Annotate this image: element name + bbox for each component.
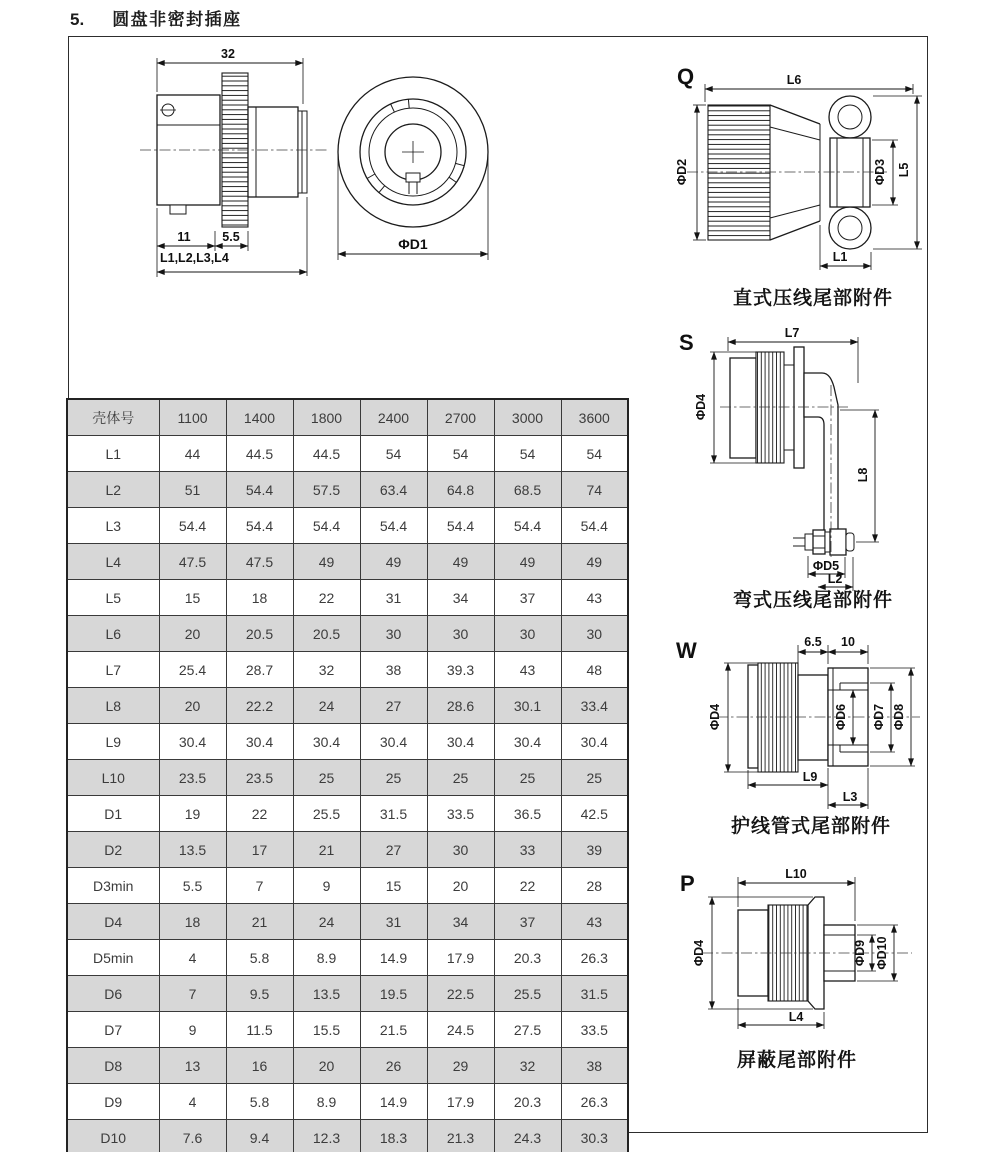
accessory-s-drawing	[672, 325, 927, 593]
table-cell: 33	[494, 832, 561, 868]
table-cell: 8.9	[293, 940, 360, 976]
dim-l1-label: L1	[832, 250, 848, 264]
table-row	[67, 1084, 628, 1120]
table-cell: 26	[360, 1048, 427, 1084]
row-label-cell: D10	[67, 1120, 159, 1152]
dim-d8-label: ΦD8	[892, 703, 906, 731]
table-cell: 24.3	[494, 1120, 561, 1152]
table-cell: 16	[226, 1048, 293, 1084]
table-header-cell: 2400	[360, 399, 427, 436]
table-cell: 11.5	[226, 1012, 293, 1048]
dim-l5-label: L5	[897, 162, 911, 178]
dim-d9-label: ΦD9	[853, 939, 867, 967]
table-cell: 20.3	[494, 1084, 561, 1120]
table-cell: 9	[293, 868, 360, 904]
table-cell: 29	[427, 1048, 494, 1084]
table-cell: 22	[494, 868, 561, 904]
table-cell: 49	[427, 544, 494, 580]
row-label-cell: D8	[67, 1048, 159, 1084]
table-cell: 43	[561, 580, 628, 616]
table-cell: 30.4	[360, 724, 427, 760]
table-cell: 22	[293, 580, 360, 616]
table-cell: 30.4	[427, 724, 494, 760]
table-cell: 54.4	[226, 472, 293, 508]
table-row	[67, 760, 628, 796]
side-view-drawing	[140, 45, 335, 280]
table-cell: 30	[427, 616, 494, 652]
table-cell: 5.5	[159, 868, 226, 904]
table-cell: 24.5	[427, 1012, 494, 1048]
table-cell: 44.5	[293, 436, 360, 472]
table-cell: 54	[494, 436, 561, 472]
table-cell: 30.4	[494, 724, 561, 760]
table-header-cell: 壳体号	[67, 399, 159, 436]
table-cell: 32	[293, 652, 360, 688]
table-cell: 54.4	[226, 508, 293, 544]
dim-d3-label: ΦD3	[873, 158, 887, 186]
table-cell: 20.5	[226, 616, 293, 652]
table-cell: 17.9	[427, 940, 494, 976]
dim-l4-label: L4	[788, 1010, 804, 1024]
table-cell: 26.3	[561, 940, 628, 976]
table-cell: 21.5	[360, 1012, 427, 1048]
dim-d4-w-label: ΦD4	[708, 703, 722, 731]
row-label-cell: L7	[67, 652, 159, 688]
table-cell: 31	[360, 904, 427, 940]
dim-l6-label: L6	[786, 73, 802, 87]
table-cell: 49	[360, 544, 427, 580]
table-cell: 48	[561, 652, 628, 688]
table-header-cell: 1800	[293, 399, 360, 436]
table-cell: 25	[561, 760, 628, 796]
table-body	[67, 436, 628, 1152]
table-cell: 39	[561, 832, 628, 868]
table-cell: 21	[226, 904, 293, 940]
table-header-cell: 3600	[561, 399, 628, 436]
table-cell: 25.5	[293, 796, 360, 832]
table-header-row	[67, 399, 628, 436]
section-letter-p: P	[680, 871, 695, 896]
table-cell: 28.6	[427, 688, 494, 724]
table-row	[67, 1012, 628, 1048]
table-cell: 21.3	[427, 1120, 494, 1152]
table-header-cell: 1400	[226, 399, 293, 436]
table-cell: 44.5	[226, 436, 293, 472]
table-cell: 30.3	[561, 1120, 628, 1152]
table-cell: 37	[494, 904, 561, 940]
table-cell: 49	[293, 544, 360, 580]
dim-l2-label: L2	[827, 572, 843, 586]
row-label-cell: L5	[67, 580, 159, 616]
table-cell: 7.6	[159, 1120, 226, 1152]
row-label-cell: D5min	[67, 940, 159, 976]
table-cell: 30.4	[293, 724, 360, 760]
table-cell: 25	[494, 760, 561, 796]
table-cell: 64.8	[427, 472, 494, 508]
table-cell: 30	[561, 616, 628, 652]
row-label-cell: L1	[67, 436, 159, 472]
row-label-cell: L10	[67, 760, 159, 796]
table-cell: 14.9	[360, 940, 427, 976]
table-row	[67, 796, 628, 832]
table-cell: 15.5	[293, 1012, 360, 1048]
table-header-cell: 1100	[159, 399, 226, 436]
table-cell: 34	[427, 580, 494, 616]
table-cell: 26.3	[561, 1084, 628, 1120]
table-cell: 14.9	[360, 1084, 427, 1120]
table-row	[67, 508, 628, 544]
dim-l10-label: L10	[785, 867, 807, 881]
table-cell: 38	[561, 1048, 628, 1084]
table-cell: 27.5	[494, 1012, 561, 1048]
table-cell: 42.5	[561, 796, 628, 832]
row-label-cell: D4	[67, 904, 159, 940]
table-cell: 5.8	[226, 940, 293, 976]
dim-d4-label: ΦD4	[694, 393, 708, 421]
table-cell: 7	[226, 868, 293, 904]
table-cell: 37	[494, 580, 561, 616]
caption-straight-tail: 直式压线尾部附件	[733, 288, 894, 309]
table-cell: 21	[293, 832, 360, 868]
row-label-cell: D9	[67, 1084, 159, 1120]
row-label-cell: D6	[67, 976, 159, 1012]
table-cell: 28.7	[226, 652, 293, 688]
table-row	[67, 724, 628, 760]
dim-knurl-label: 5.5	[222, 230, 240, 244]
table-cell: 30	[494, 616, 561, 652]
dim-l7-label: L7	[784, 326, 800, 340]
table-row	[67, 940, 628, 976]
table-cell: 43	[494, 652, 561, 688]
dim-l9-label: L9	[802, 770, 818, 784]
table-cell: 30	[427, 832, 494, 868]
table-row	[67, 580, 628, 616]
section-number: 5.	[70, 10, 85, 29]
table-cell: 30.1	[494, 688, 561, 724]
table-cell: 30	[360, 616, 427, 652]
dim-d2-label: ΦD2	[675, 158, 689, 186]
table-cell: 54.4	[360, 508, 427, 544]
dim-d10-label: ΦD10	[875, 936, 889, 970]
caption-conduit-tail: 护线管式尾部附件	[731, 816, 892, 837]
table-cell: 54	[561, 436, 628, 472]
table-cell: 54.4	[494, 508, 561, 544]
table-row	[67, 688, 628, 724]
table-row	[67, 652, 628, 688]
table-cell: 25	[427, 760, 494, 796]
table-cell: 20.5	[293, 616, 360, 652]
table-cell: 22	[226, 796, 293, 832]
table-cell: 57.5	[293, 472, 360, 508]
table-cell: 31.5	[561, 976, 628, 1012]
row-label-cell: L9	[67, 724, 159, 760]
table-cell: 54	[427, 436, 494, 472]
dim-total-label: 32	[221, 47, 235, 61]
table-cell: 68.5	[494, 472, 561, 508]
table-cell: 51	[159, 472, 226, 508]
table-cell: 25	[360, 760, 427, 796]
table-cell: 18	[159, 904, 226, 940]
dim-l3-label: L3	[842, 790, 858, 804]
table-cell: 20	[293, 1048, 360, 1084]
table-cell: 19	[159, 796, 226, 832]
table-cell: 30.4	[226, 724, 293, 760]
table-row	[67, 868, 628, 904]
table-cell: 13.5	[293, 976, 360, 1012]
table-cell: 18.3	[360, 1120, 427, 1152]
page-title	[70, 5, 242, 30]
row-label-cell: D7	[67, 1012, 159, 1048]
table-cell: 17	[226, 832, 293, 868]
table-cell: 9.5	[226, 976, 293, 1012]
table-row	[67, 976, 628, 1012]
table-cell: 30.4	[159, 724, 226, 760]
section-letter-q: Q	[677, 64, 695, 89]
caption-bent-tail: 弯式压线尾部附件	[733, 590, 894, 611]
table-row	[67, 1048, 628, 1084]
table-cell: 15	[360, 868, 427, 904]
table-cell: 12.3	[293, 1120, 360, 1152]
table-cell: 54.4	[159, 508, 226, 544]
table-cell: 25	[293, 760, 360, 796]
table-row	[67, 1120, 628, 1152]
table-row	[67, 832, 628, 868]
table-cell: 39.3	[427, 652, 494, 688]
table-cell: 38	[360, 652, 427, 688]
table-cell: 27	[360, 688, 427, 724]
dim-10-label: 10	[841, 635, 855, 649]
table-cell: 33.5	[561, 1012, 628, 1048]
front-dia-label: ΦD1	[398, 236, 428, 252]
table-cell: 7	[159, 976, 226, 1012]
table-cell: 4	[159, 940, 226, 976]
table-cell: 20.3	[494, 940, 561, 976]
row-label-cell: L6	[67, 616, 159, 652]
dim-d4-p-label: ΦD4	[692, 939, 706, 967]
table-cell: 23.5	[226, 760, 293, 796]
table-header-cell: 2700	[427, 399, 494, 436]
table-cell: 24	[293, 904, 360, 940]
caption-shield-tail: 屏蔽尾部附件	[737, 1050, 858, 1071]
row-label-cell: D1	[67, 796, 159, 832]
table-row	[67, 904, 628, 940]
table-cell: 34	[427, 904, 494, 940]
table-cell: 19.5	[360, 976, 427, 1012]
table-cell: 20	[427, 868, 494, 904]
accessory-w-drawing	[672, 633, 927, 813]
table-cell: 33.5	[427, 796, 494, 832]
row-label-cell: L3	[67, 508, 159, 544]
row-label-cell: L4	[67, 544, 159, 580]
table-cell: 9.4	[226, 1120, 293, 1152]
table-cell: 47.5	[226, 544, 293, 580]
table-cell: 47.5	[159, 544, 226, 580]
table-cell: 13	[159, 1048, 226, 1084]
table-cell: 54.4	[293, 508, 360, 544]
table-cell: 22.2	[226, 688, 293, 724]
table-cell: 15	[159, 580, 226, 616]
dim-l8-label: L8	[856, 467, 870, 483]
table-cell: 44	[159, 436, 226, 472]
table-cell: 25.4	[159, 652, 226, 688]
dim-left-label: 11	[177, 230, 191, 244]
table-cell: 22.5	[427, 976, 494, 1012]
table-cell: 27	[360, 832, 427, 868]
row-label-cell: L8	[67, 688, 159, 724]
dim-series-label: L1,L2,L3,L4	[160, 251, 229, 265]
table-cell: 31.5	[360, 796, 427, 832]
table-cell: 18	[226, 580, 293, 616]
accessory-p-drawing	[672, 863, 927, 1041]
spec-table	[66, 398, 629, 1152]
table-cell: 54.4	[561, 508, 628, 544]
section-title-text: 圆盘非密封插座	[112, 10, 242, 29]
table-cell: 30.4	[561, 724, 628, 760]
table-cell: 25.5	[494, 976, 561, 1012]
table-cell: 36.5	[494, 796, 561, 832]
table-row	[67, 436, 628, 472]
table-cell: 49	[494, 544, 561, 580]
table-cell: 32	[494, 1048, 561, 1084]
row-label-cell: D2	[67, 832, 159, 868]
table-row	[67, 616, 628, 652]
dim-d7-label: ΦD7	[872, 703, 886, 731]
table-cell: 13.5	[159, 832, 226, 868]
table-cell: 4	[159, 1084, 226, 1120]
section-letter-w: W	[676, 638, 697, 663]
table-cell: 28	[561, 868, 628, 904]
table-cell: 43	[561, 904, 628, 940]
dim-d6-label: ΦD6	[834, 703, 848, 731]
table-head	[67, 399, 628, 436]
table-row	[67, 544, 628, 580]
row-label-cell: D3min	[67, 868, 159, 904]
front-view-drawing	[330, 62, 500, 267]
table-cell: 5.8	[226, 1084, 293, 1120]
table-cell: 54	[360, 436, 427, 472]
table-row	[67, 472, 628, 508]
table-cell: 31	[360, 580, 427, 616]
table-cell: 8.9	[293, 1084, 360, 1120]
table-cell: 33.4	[561, 688, 628, 724]
table-cell: 20	[159, 688, 226, 724]
table-cell: 9	[159, 1012, 226, 1048]
table-cell: 23.5	[159, 760, 226, 796]
row-label-cell: L2	[67, 472, 159, 508]
table-cell: 24	[293, 688, 360, 724]
table-cell: 54.4	[427, 508, 494, 544]
section-letter-s: S	[679, 330, 694, 355]
table-cell: 49	[561, 544, 628, 580]
accessory-q-drawing	[672, 70, 927, 273]
dim-d5-label: ΦD5	[812, 559, 840, 573]
table-cell: 74	[561, 472, 628, 508]
table-cell: 20	[159, 616, 226, 652]
table-header-cell: 3000	[494, 399, 561, 436]
dim-65-label: 6.5	[804, 635, 822, 649]
table-cell: 63.4	[360, 472, 427, 508]
table-cell: 17.9	[427, 1084, 494, 1120]
